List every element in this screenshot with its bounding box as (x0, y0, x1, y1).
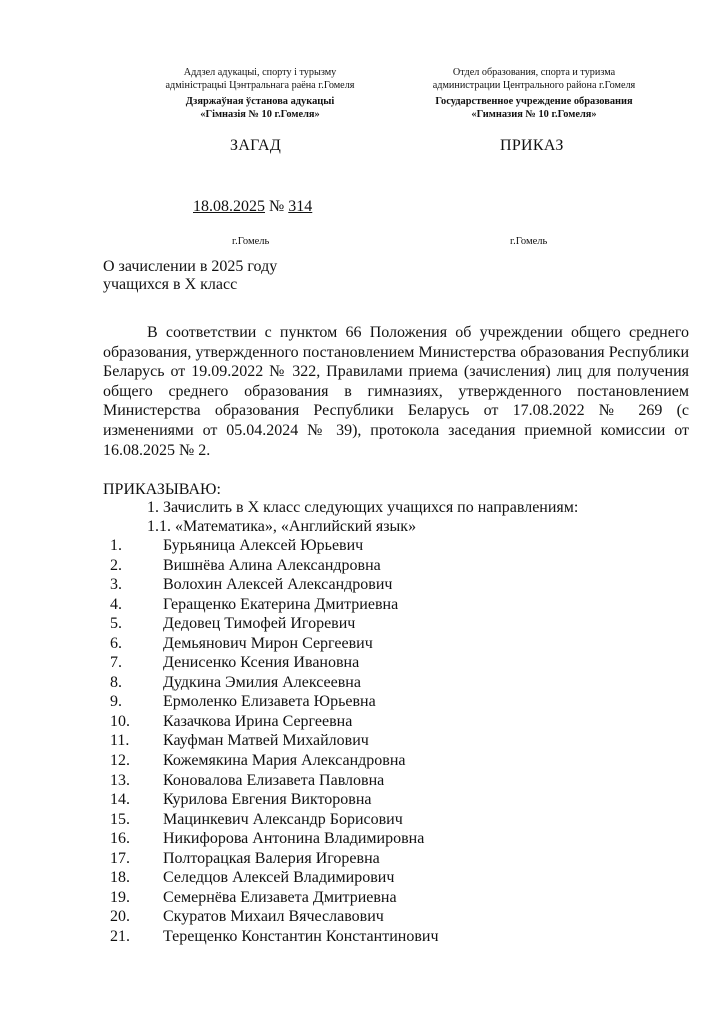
student-name: Вишнёва Алина Александровна (163, 556, 381, 574)
list-item (110, 634, 439, 654)
list-item (110, 790, 439, 810)
list-item-number: 2. (110, 556, 122, 574)
list-item-number: 20. (110, 908, 130, 926)
number-sign: № (269, 198, 285, 215)
student-name: Геращенко Екатерина Дмитриевна (163, 595, 399, 613)
list-item-number: 12. (110, 752, 130, 770)
order-subject (103, 258, 277, 293)
list-item-number: 14. (110, 791, 130, 809)
dept-line-2: адміністрацыі Цэнтральнага раёна г.Гомеля (165, 79, 355, 91)
list-item-number: 15. (110, 810, 130, 828)
order-item-1-1: 1.1. «Математика», «Английский язык» (147, 518, 417, 535)
list-item (110, 673, 439, 693)
student-name: Кожемякина Мария Александровна (163, 752, 406, 770)
header-russian (402, 67, 666, 121)
list-item (110, 927, 439, 947)
student-name: Полторацкая Валерия Игоревна (163, 849, 380, 867)
list-item (110, 731, 439, 751)
student-list (110, 536, 439, 946)
list-item-number: 3. (110, 576, 122, 594)
dept-line-1: Отдел образования, спорта и туризма (452, 67, 616, 78)
list-item (110, 556, 439, 576)
list-item-number: 16. (110, 830, 130, 848)
subject-line-2: учащихся в X класс (103, 275, 238, 293)
list-item-number: 18. (110, 869, 130, 887)
list-item (110, 536, 439, 556)
student-name: Семернёва Елизавета Дмитриевна (163, 888, 397, 906)
org-name-1: Государственное учреждение образования (435, 96, 633, 107)
student-name: Скуратов Михаил Вячеславович (163, 908, 384, 926)
order-number: 314 (288, 198, 313, 215)
list-item-number: 4. (110, 595, 122, 613)
list-item (110, 849, 439, 869)
org-name-1: Дзяржаўная ўстанова адукацыі (185, 96, 335, 107)
preamble-text: В соответствии с пунктом 66 Положения об учреждении общего среднего образования, утвержденного постановлением Министерства образования Республики Беларусь от 19.09.2022 № 322, Правилами приема (зачисления) лиц для получения общего среднего образования в гимназиях, утвержденного постановлением Министерства образования Республики Беларусь от 17.08.2022 № 269 (с изменениями от 05.04.2024 № 39), протокола заседания приемной комиссии от 16.08.2025 № 2. (103, 324, 689, 459)
doc-type-russian: ПРИКАЗ (500, 137, 564, 154)
student-name: Волохин Алексей Александрович (163, 576, 393, 594)
list-item-number: 19. (110, 888, 130, 906)
list-item (110, 614, 439, 634)
dept-line-2: администрации Центрального района г.Гомеля (432, 79, 636, 91)
student-name: Курилова Евгения Викторовна (163, 791, 372, 809)
order-item-1: 1. Зачислить в X класс следующих учащихся по направлениям: (147, 499, 579, 516)
header-belarusian (148, 67, 372, 121)
doc-type-belarusian: ЗАГАД (230, 137, 282, 154)
student-name: Никифорова Антонина Владимировна (163, 830, 425, 848)
student-name: Демьянович Мирон Сергеевич (163, 634, 373, 652)
city-russian: г.Гомель (510, 236, 548, 247)
student-name: Дедовец Тимофей Игоревич (163, 615, 356, 633)
list-item-number: 7. (110, 654, 122, 672)
list-item (110, 575, 439, 595)
student-name: Дудкина Эмилия Алексеевна (163, 673, 361, 691)
list-item (110, 829, 439, 849)
list-item (110, 595, 439, 615)
student-name: Ермоленко Елизавета Юрьевна (163, 693, 376, 711)
list-item-number: 5. (110, 615, 122, 633)
student-name: Селедцов Алексей Владимирович (163, 869, 395, 887)
list-item-number: 9. (110, 693, 122, 711)
list-item (110, 712, 439, 732)
student-name: Кауфман Матвей Михайлович (163, 732, 369, 750)
list-item-number: 11. (110, 732, 130, 750)
list-item-number: 6. (110, 634, 122, 652)
student-name: Казачкова Ирина Сергеевна (163, 712, 353, 730)
student-name: Денисенко Ксения Ивановна (163, 654, 360, 672)
subject-line-1: О зачислении в 2025 году (103, 258, 278, 275)
list-item (110, 692, 439, 712)
order-word: ПРИКАЗЫВАЮ: (103, 481, 221, 498)
list-item (110, 751, 439, 771)
list-item-number: 17. (110, 849, 130, 867)
city-belarusian: г.Гомель (232, 236, 270, 247)
dept-line-1: Аддзел адукацыі, спорту і турызму (183, 67, 337, 78)
org-name-2: «Гімназія № 10 г.Гомеля» (200, 108, 320, 120)
student-name: Коновалова Елизавета Павловна (163, 771, 385, 789)
date-number (193, 198, 312, 216)
list-item (110, 771, 439, 791)
org-name-2: «Гимназия № 10 г.Гомеля» (471, 108, 597, 120)
list-item-number: 1. (110, 537, 122, 554)
preamble (103, 323, 689, 460)
list-item-number: 10. (110, 712, 130, 730)
list-item (110, 810, 439, 830)
list-item (110, 868, 439, 888)
list-item-number: 13. (110, 771, 130, 789)
student-name: Терещенко Константин Константинович (163, 927, 439, 945)
list-item (110, 907, 439, 927)
list-item-number: 21. (110, 927, 130, 945)
list-item (110, 653, 439, 673)
list-item-number: 8. (110, 673, 122, 691)
student-name: Бурьяница Алексей Юрьевич (163, 537, 364, 554)
student-name: Мацинкевич Александр Борисович (163, 810, 403, 828)
list-item (110, 888, 439, 908)
order-date: 18.08.2025 (193, 198, 265, 215)
